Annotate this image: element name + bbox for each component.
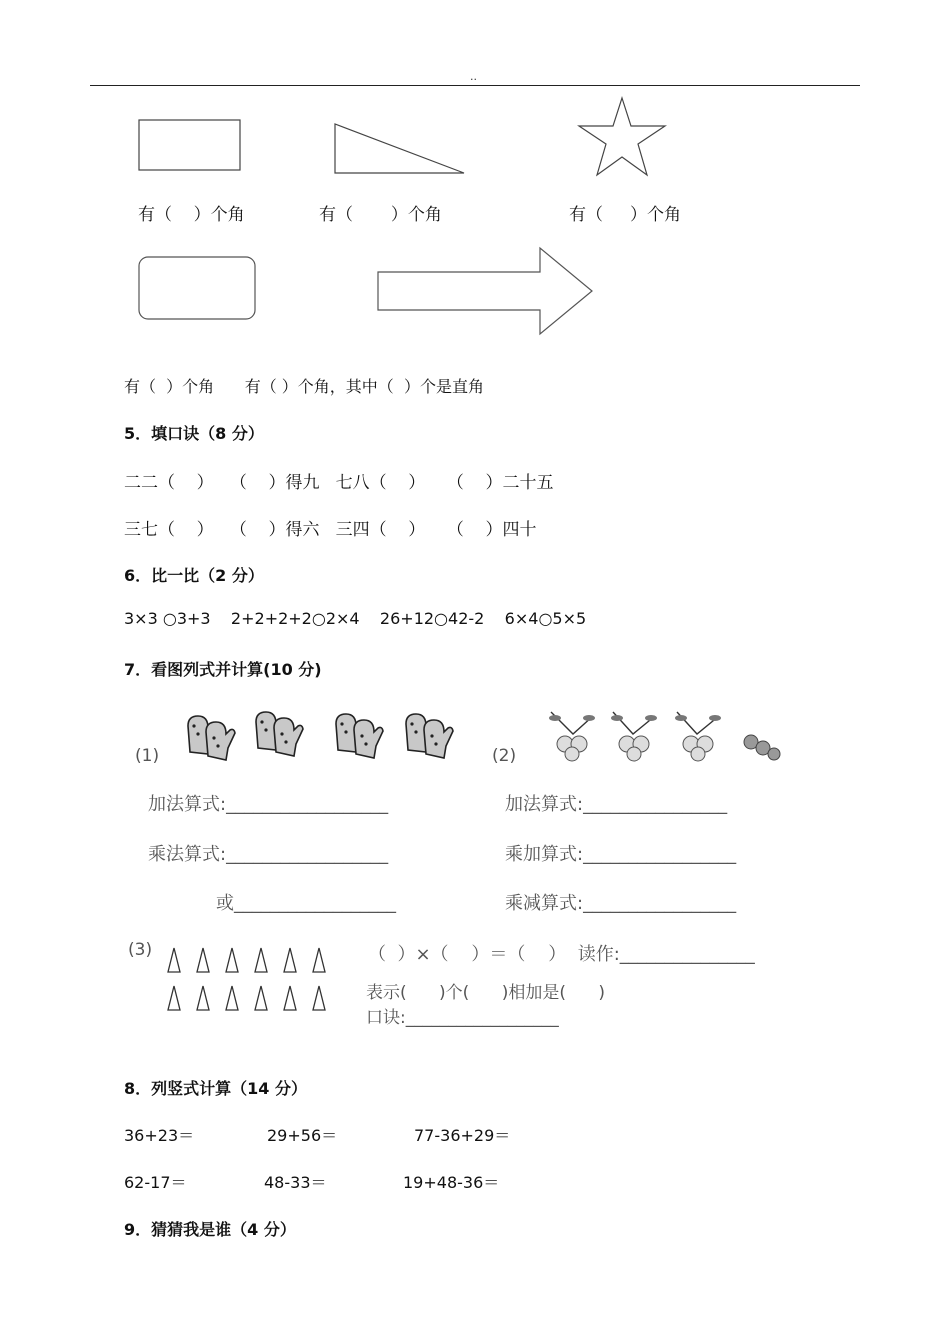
q5-line1: 二二（ ） （ ）得九 七八（ ） （ ）二十五 (124, 473, 554, 493)
header-rule (90, 85, 860, 86)
q7-part2-muladd: 乘加算式:_________________ (505, 844, 737, 865)
star-angle-caption: 有（ ）个角 (569, 205, 682, 225)
apple-branches-illustration (545, 704, 790, 766)
q4-row2-caption: 有（ ）个角 有（ ）个角，其中（ ）个是直角 (124, 377, 484, 396)
q5-title: 5．填口诀（8 分） (124, 424, 264, 443)
q8-expr: 36+23＝ (124, 1126, 195, 1145)
q8-expr: 77-36+29＝ (414, 1126, 511, 1145)
triangle-angle-caption: 有（ ）个角 (319, 205, 442, 225)
q7-part2-label: (2) (492, 746, 517, 766)
q9-title: 9．猜猜我是谁（4 分） (124, 1220, 296, 1239)
q7-part1-or: 或__________________ (216, 893, 396, 914)
q7-part2-mulsub: 乘减算式:_________________ (505, 893, 737, 914)
q8-expr: 29+56＝ (267, 1126, 338, 1145)
right-triangle-shape (333, 122, 467, 176)
q7-part1-mul: 乘法算式:__________________ (148, 844, 389, 865)
rounded-rectangle-shape (138, 256, 258, 322)
q7-part3-koujue: 口诀:__________________ (366, 1008, 559, 1028)
cones-illustration (164, 946, 334, 1014)
rectangle-angle-caption: 有（ ）个角 (138, 205, 245, 225)
q7-title: 7．看图列式并计算(10 分) (124, 660, 322, 679)
q7-part1-add: 加法算式:__________________ (148, 794, 389, 815)
q7-part3-label: (3) (128, 940, 153, 960)
q6-line: 3×3 ○3+3 2+2+2+2○2×4 26+12○42-2 6×4○5×5 (124, 609, 587, 628)
mittens-illustration (180, 708, 460, 764)
q7-part3-equation: （ ）×（ ）＝（ ） 读作:_______________ (368, 944, 755, 965)
q8-expr: 48-33＝ (264, 1173, 327, 1192)
q7-part2-add: 加法算式:________________ (505, 794, 728, 815)
q5-line2: 三七（ ） （ ）得六 三四（ ） （ ）四十 (124, 520, 537, 540)
q6-title: 6．比一比（2 分） (124, 566, 264, 585)
q7-part3-show: 表示( )个( )相加是( ) (366, 983, 606, 1003)
rectangle-shape (138, 119, 242, 173)
header-mark: .. (470, 70, 477, 83)
q8-expr: 62-17＝ (124, 1173, 187, 1192)
star-shape (576, 96, 668, 178)
q7-part1-label: (1) (135, 746, 160, 766)
arrow-shape (376, 246, 596, 336)
q8-expr: 19+48-36＝ (403, 1173, 500, 1192)
q8-title: 8．列竖式计算（14 分） (124, 1079, 307, 1098)
